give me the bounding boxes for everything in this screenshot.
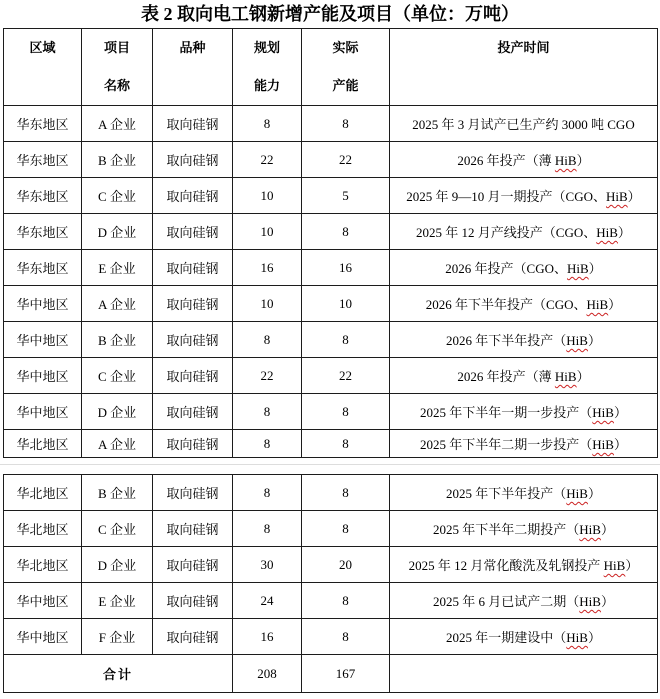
header-line: 投产时间 xyxy=(497,40,550,55)
column-header-actual-capacity xyxy=(302,29,390,106)
cell-region: 华中地区 xyxy=(4,394,82,430)
capacity-table-part2 xyxy=(3,474,658,693)
cell-planned-capacity: 16 xyxy=(233,250,302,286)
cell-variety: 取向硅钢 xyxy=(153,511,233,547)
time-text-pre: 2026 年投产（薄 xyxy=(457,369,555,384)
table-row xyxy=(4,430,658,458)
header-line xyxy=(6,67,79,105)
header-line: 品种 xyxy=(179,40,206,55)
hib-text: HiB xyxy=(592,437,614,452)
cell-region: 华北地区 xyxy=(4,547,82,583)
cell-actual-capacity: 8 xyxy=(302,106,390,142)
time-text-pre: 2025 年下半年一期一步投产（ xyxy=(420,405,593,420)
cell-planned-capacity: 8 xyxy=(233,394,302,430)
time-text-pre: 2026 年下半年投产（CGO、 xyxy=(425,297,587,312)
time-text-pre: 2025 年下半年投产（ xyxy=(446,486,567,501)
hib-text: HiB xyxy=(566,630,588,645)
time-text-post: ） xyxy=(576,369,590,384)
hib-text: HiB xyxy=(566,333,588,348)
page-break-gap xyxy=(0,458,660,471)
total-actual-capacity: 167 xyxy=(302,655,390,693)
table-row xyxy=(4,511,658,547)
time-text-post: ） xyxy=(576,153,590,168)
header-line: 名称 xyxy=(103,78,130,93)
cell-project-name: F 企业 xyxy=(82,619,153,655)
cell-variety: 取向硅钢 xyxy=(153,250,233,286)
cell-project-name: B 企业 xyxy=(82,142,153,178)
cell-production-time xyxy=(390,475,658,511)
total-row xyxy=(4,655,658,693)
cell-variety: 取向硅钢 xyxy=(153,214,233,250)
header-line: 规划 xyxy=(253,40,280,55)
time-text-pre: 2025 年下半年二期投产（ xyxy=(433,522,580,537)
table-row xyxy=(4,322,658,358)
cell-planned-capacity: 16 xyxy=(233,619,302,655)
total-production-time xyxy=(390,655,658,693)
cell-planned-capacity: 10 xyxy=(233,178,302,214)
column-header-region xyxy=(4,29,82,106)
cell-region: 华东地区 xyxy=(4,106,82,142)
time-text-post: ） xyxy=(613,437,627,452)
cell-actual-capacity: 8 xyxy=(302,430,390,458)
cell-actual-capacity: 8 xyxy=(302,583,390,619)
hib-text: HiB xyxy=(606,189,628,204)
cell-region: 华东地区 xyxy=(4,142,82,178)
time-text-post: ） xyxy=(627,189,641,204)
header-line: 产能 xyxy=(332,78,359,93)
cell-region: 华东地区 xyxy=(4,178,82,214)
header-line: 区域 xyxy=(29,40,56,55)
column-header-production-time xyxy=(390,29,658,106)
table-title: 表 2 取向电工钢新增产能及项目（单位：万吨） xyxy=(141,4,519,24)
cell-actual-capacity: 20 xyxy=(302,547,390,583)
cell-project-name: D 企业 xyxy=(82,394,153,430)
cell-planned-capacity: 8 xyxy=(233,511,302,547)
cell-project-name: A 企业 xyxy=(82,106,153,142)
table-row xyxy=(4,214,658,250)
time-text-post: ） xyxy=(600,522,614,537)
cell-project-name: A 企业 xyxy=(82,286,153,322)
cell-project-name: A 企业 xyxy=(82,430,153,458)
cell-project-name: C 企业 xyxy=(82,178,153,214)
table-row xyxy=(4,583,658,619)
cell-project-name: C 企业 xyxy=(82,358,153,394)
cell-region: 华中地区 xyxy=(4,583,82,619)
time-text-post: ） xyxy=(613,405,627,420)
time-text-pre: 2025 年 6 月已试产二期（ xyxy=(433,594,580,609)
cell-region: 华中地区 xyxy=(4,286,82,322)
cell-variety: 取向硅钢 xyxy=(153,394,233,430)
time-text-post: ） xyxy=(587,486,601,501)
header-line: 能力 xyxy=(253,78,280,93)
cell-actual-capacity: 8 xyxy=(302,511,390,547)
cell-variety: 取向硅钢 xyxy=(153,619,233,655)
hib-text: HiB xyxy=(567,261,589,276)
cell-project-name: B 企业 xyxy=(82,322,153,358)
time-text-pre: 2025 年 9—10 月一期投产（CGO、 xyxy=(406,189,606,204)
cell-planned-capacity: 24 xyxy=(233,583,302,619)
header-line: 项目 xyxy=(103,40,130,55)
cell-production-time xyxy=(390,358,658,394)
table-row xyxy=(4,358,658,394)
time-text-pre: 2026 年下半年投产（ xyxy=(446,333,567,348)
cell-variety: 取向硅钢 xyxy=(153,106,233,142)
hib-text: HiB xyxy=(566,486,588,501)
time-text-post: ） xyxy=(587,333,601,348)
cell-actual-capacity: 22 xyxy=(302,358,390,394)
cell-project-name: D 企业 xyxy=(82,214,153,250)
cell-region: 华中地区 xyxy=(4,619,82,655)
cell-actual-capacity: 8 xyxy=(302,475,390,511)
cell-variety: 取向硅钢 xyxy=(153,430,233,458)
page-break-line xyxy=(0,464,660,465)
time-text-post: ） xyxy=(600,594,614,609)
cell-actual-capacity: 8 xyxy=(302,214,390,250)
hib-text: HiB xyxy=(596,225,618,240)
column-header-project-name xyxy=(82,29,153,106)
table-row xyxy=(4,286,658,322)
table-row xyxy=(4,394,658,430)
cell-planned-capacity: 10 xyxy=(233,214,302,250)
time-text-pre: 2026 年投产（CGO、 xyxy=(445,261,567,276)
cell-variety: 取向硅钢 xyxy=(153,358,233,394)
column-header-variety xyxy=(153,29,233,106)
time-text-post: ） xyxy=(588,261,602,276)
cell-planned-capacity: 8 xyxy=(233,430,302,458)
table-row xyxy=(4,142,658,178)
total-label: 合计 xyxy=(4,655,233,693)
cell-actual-capacity: 8 xyxy=(302,619,390,655)
header-row xyxy=(4,29,658,106)
time-text-pre: 2025 年一期建设中（ xyxy=(446,630,567,645)
cell-variety: 取向硅钢 xyxy=(153,583,233,619)
cell-project-name: D 企业 xyxy=(82,547,153,583)
cell-region: 华北地区 xyxy=(4,511,82,547)
total-planned-capacity: 208 xyxy=(233,655,302,693)
header-line: 实际 xyxy=(332,40,359,55)
cell-actual-capacity: 16 xyxy=(302,250,390,286)
table-row xyxy=(4,106,658,142)
cell-production-time xyxy=(390,106,658,142)
cell-planned-capacity: 8 xyxy=(233,106,302,142)
cell-variety: 取向硅钢 xyxy=(153,475,233,511)
hib-text: HiB xyxy=(586,297,609,312)
hib-text: HiB xyxy=(554,369,577,384)
time-text-pre: 2025 年 3 月试产已生产约 3000 吨 CGO xyxy=(412,117,635,132)
cell-variety: 取向硅钢 xyxy=(153,178,233,214)
cell-production-time xyxy=(390,250,658,286)
cell-project-name: E 企业 xyxy=(82,583,153,619)
cell-production-time xyxy=(390,394,658,430)
cell-planned-capacity: 10 xyxy=(233,286,302,322)
cell-actual-capacity: 10 xyxy=(302,286,390,322)
time-text-pre: 2025 年 12 月常化酸洗及轧钢投产 xyxy=(408,558,604,573)
cell-project-name: B 企业 xyxy=(82,475,153,511)
cell-region: 华北地区 xyxy=(4,430,82,458)
cell-production-time xyxy=(390,142,658,178)
column-header-planned-capacity xyxy=(233,29,302,106)
cell-production-time xyxy=(390,547,658,583)
cell-region: 华中地区 xyxy=(4,322,82,358)
table-row xyxy=(4,475,658,511)
cell-production-time xyxy=(390,322,658,358)
time-text-pre: 2025 年下半年二期一步投产（ xyxy=(420,437,593,452)
time-text-pre: 2025 年 12 月产线投产（CGO、 xyxy=(416,225,597,240)
hib-text: HiB xyxy=(592,405,614,420)
capacity-table-part1 xyxy=(3,28,658,458)
time-text-post: ） xyxy=(587,630,601,645)
cell-variety: 取向硅钢 xyxy=(153,322,233,358)
cell-planned-capacity: 8 xyxy=(233,475,302,511)
cell-production-time xyxy=(390,511,658,547)
cell-actual-capacity: 22 xyxy=(302,142,390,178)
cell-variety: 取向硅钢 xyxy=(153,142,233,178)
time-text-pre: 2026 年投产（薄 xyxy=(457,153,555,168)
hib-text: HiB xyxy=(554,153,577,168)
header-line xyxy=(155,67,230,105)
hib-text: HiB xyxy=(579,594,601,609)
table-row xyxy=(4,619,658,655)
cell-variety: 取向硅钢 xyxy=(153,286,233,322)
cell-variety: 取向硅钢 xyxy=(153,547,233,583)
cell-planned-capacity: 8 xyxy=(233,322,302,358)
cell-region: 华东地区 xyxy=(4,214,82,250)
cell-production-time xyxy=(390,430,658,458)
time-text-post: ） xyxy=(625,558,639,573)
time-text-post: ） xyxy=(608,297,622,312)
cell-project-name: C 企业 xyxy=(82,511,153,547)
hib-text: HiB xyxy=(579,522,601,537)
table-row xyxy=(4,250,658,286)
cell-production-time xyxy=(390,178,658,214)
cell-region: 华北地区 xyxy=(4,475,82,511)
cell-production-time xyxy=(390,286,658,322)
time-text-post: ） xyxy=(617,225,631,240)
header-line xyxy=(392,67,655,105)
cell-production-time xyxy=(390,583,658,619)
cell-planned-capacity: 30 xyxy=(233,547,302,583)
cell-actual-capacity: 8 xyxy=(302,394,390,430)
cell-planned-capacity: 22 xyxy=(233,142,302,178)
cell-actual-capacity: 8 xyxy=(302,322,390,358)
cell-region: 华东地区 xyxy=(4,250,82,286)
cell-project-name: E 企业 xyxy=(82,250,153,286)
cell-region: 华中地区 xyxy=(4,358,82,394)
cell-production-time xyxy=(390,619,658,655)
table-row xyxy=(4,547,658,583)
hib-text: HiB xyxy=(603,558,626,573)
cell-actual-capacity: 5 xyxy=(302,178,390,214)
cell-production-time xyxy=(390,214,658,250)
cell-planned-capacity: 22 xyxy=(233,358,302,394)
table-row xyxy=(4,178,658,214)
